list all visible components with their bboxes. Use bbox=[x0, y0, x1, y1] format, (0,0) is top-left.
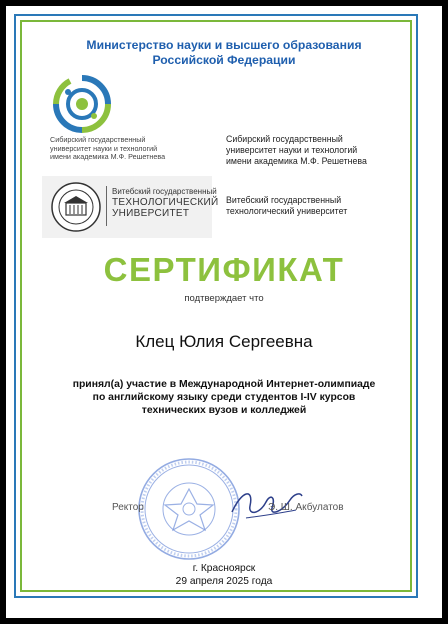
ministry-line-2: Российской Федерации bbox=[152, 53, 296, 67]
vstu-logo-divider bbox=[106, 186, 107, 226]
vstu-name-line-2: технологический университет bbox=[226, 205, 348, 216]
sibsau-emblem-icon bbox=[50, 72, 114, 136]
description-line-2: по английскому языку среди студентов I-IV курсов bbox=[92, 392, 356, 404]
sibsau-logo bbox=[50, 72, 200, 166]
sibsau-name-line-2: университет науки и технологий bbox=[226, 144, 358, 155]
description-line-3: технических вузов и колледжей bbox=[141, 405, 307, 417]
footer-date: 29 апреля 2025 года bbox=[175, 576, 273, 587]
vstu-logo-line-2: ТЕХНОЛОГИЧЕСКИЙ bbox=[112, 197, 219, 208]
vstu-logo-caption bbox=[112, 186, 219, 219]
vstu-name bbox=[226, 195, 347, 217]
sibsau-name-line-3: имени академика М.Ф. Решетнева bbox=[226, 155, 367, 166]
vstu-logo-line-3: УНИВЕРСИТЕТ bbox=[112, 208, 190, 219]
vstu-logo bbox=[42, 176, 219, 238]
certificate-subtitle: подтверждает что bbox=[184, 293, 264, 304]
description-line-1: принял(а) участие в Международной Интернет-олимпиаде bbox=[72, 379, 376, 390]
sibsau-logo-line-1: Сибирский государственный bbox=[50, 135, 146, 144]
ministry-header bbox=[0, 38, 448, 68]
footer-city: г. Красноярск bbox=[192, 563, 256, 574]
footer bbox=[0, 562, 448, 588]
vstu-name-line-1: Витебский государственный bbox=[226, 195, 342, 205]
sibsau-logo-line-3: имени академика М.Ф. Решетнева bbox=[50, 152, 166, 162]
certificate-description bbox=[0, 378, 448, 418]
recipient-name: Клец Юлия Сергеевна bbox=[135, 332, 313, 351]
sibsau-logo-caption bbox=[50, 136, 200, 162]
certificate-title: СЕРТИФИКАТ bbox=[103, 251, 345, 288]
sibsau-name bbox=[226, 134, 367, 166]
signature-name: Э. Ш. Акбулатов bbox=[268, 502, 344, 513]
ministry-line-1: Министерство науки и высшего образования bbox=[86, 38, 362, 52]
vstu-seal-icon bbox=[50, 181, 102, 233]
sibsau-logo-line-2: университет науки и технологий bbox=[50, 143, 158, 153]
vstu-logo-line-1: Витебский государственный bbox=[112, 187, 217, 196]
signature-role: Ректор bbox=[112, 502, 144, 513]
sibsau-name-line-1: Сибирский государственный bbox=[226, 134, 343, 144]
